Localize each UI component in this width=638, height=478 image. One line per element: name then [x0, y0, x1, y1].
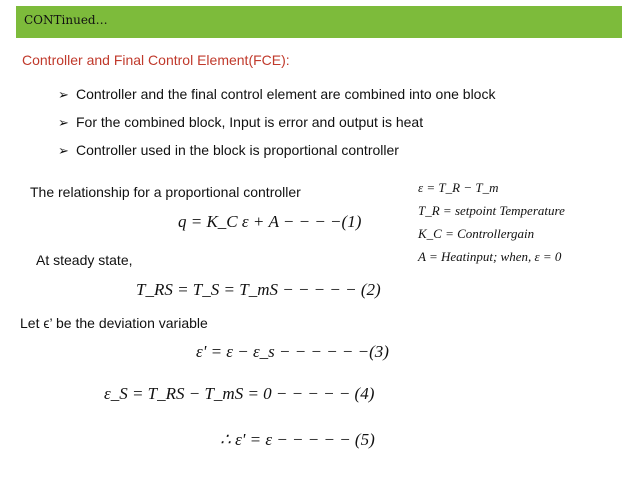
definition-error: ε = T_R − T_m [418, 180, 499, 195]
bullet-item [58, 86, 495, 103]
equation-4: ε_S = T_RS − T_mS = 0 − − − − − (4) [104, 384, 375, 403]
bullet-text: Controller and the final control element are combined into one block [76, 86, 496, 102]
equation-5: ∴ ε' = ε − − − − − (5) [220, 430, 375, 449]
definition-gain: K_C = Controllergain [418, 226, 535, 241]
bullet-text: Controller used in the block is proportional controller [76, 142, 399, 158]
definition-setpoint: T_R = setpoint Temperature [418, 203, 565, 218]
arrow-bullet-icon: ➢ [58, 87, 69, 102]
deviation-text: Let ϵ’ be the deviation variable [20, 315, 208, 331]
section-subtitle: Controller and Final Control Element(FCE): [22, 52, 290, 68]
bullet-text: For the combined block, Input is error and output is heat [76, 114, 424, 130]
equation-1: q = K_C ε + A − − − −(1) [178, 212, 362, 231]
equation-3: ε' = ε − ε_s − − − − − −(3) [196, 342, 389, 361]
steady-state-text: At steady state, [36, 252, 133, 268]
header-title: CONTinued… [24, 13, 108, 27]
relationship-text: The relationship for a proportional controller [30, 184, 301, 200]
bullet-item [58, 114, 423, 131]
bullet-item [58, 142, 399, 159]
arrow-bullet-icon: ➢ [58, 115, 69, 130]
equation-2: T_RS = T_S = T_mS − − − − − (2) [136, 280, 381, 299]
arrow-bullet-icon: ➢ [58, 143, 69, 158]
definition-heatinput: A = Heatinput; when, ε = 0 [418, 249, 562, 264]
